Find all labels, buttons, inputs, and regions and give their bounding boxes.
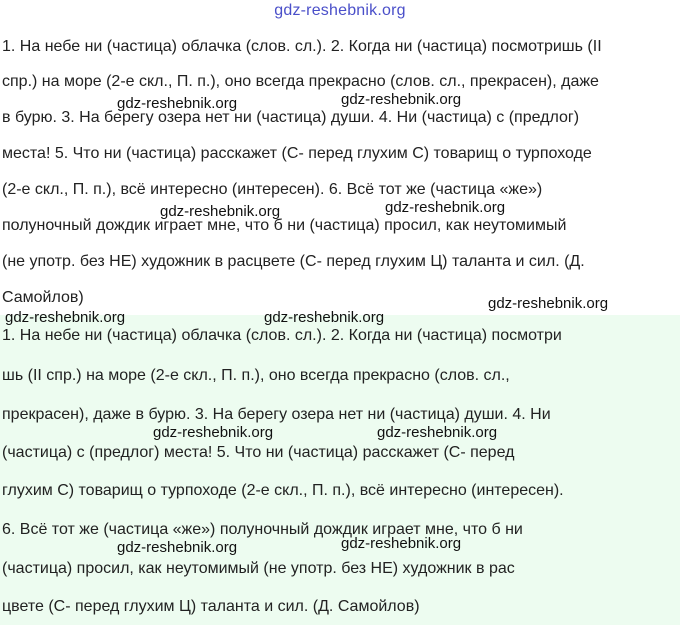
text-line: (частица) с (предлог) места! 5. Что ни (частица) расскажет (С- перед (2, 444, 515, 461)
watermark: gdz-reshebnik.org (385, 199, 506, 216)
text-line: 6. Всё тот же (частица «же») полуночный дождик играет мне, что б ни (2, 521, 523, 538)
original-text-block (0, 28, 680, 314)
text-line: глухим С) товарищ о турпоходе (2-е скл., П. п.), всё интересно (интересен). (2, 482, 564, 499)
watermark: gdz-reshebnik.org (377, 424, 498, 441)
text-line: полуночный дождик играет мне, что б ни (частица) просил, как неутомимый (2, 217, 567, 234)
text-line: (частица) просил, как неутомимый (не употр. без НЕ) художник в рас (2, 560, 515, 577)
site-header-watermark[interactable]: gdz-reshebnik.org (274, 2, 406, 19)
watermark: gdz-reshebnik.org (117, 95, 238, 112)
text-line: в бурю. 3. На берегу озера нет ни (частица) души. 4. Ни (частица) с (предлог) (2, 109, 580, 126)
text-line: прекрасен), даже в бурю. 3. На берегу озера нет ни (частица) души. 4. Ни (2, 406, 551, 423)
watermark: gdz-reshebnik.org (117, 539, 238, 556)
watermark: gdz-reshebnik.org (488, 295, 609, 312)
watermark: gdz-reshebnik.org (341, 91, 462, 108)
text-line: Самойлов) (2, 289, 84, 306)
answer-text-block (0, 309, 680, 625)
text-line: шь (II спр.) на море (2-е скл., П. п.), оно всегда прекрасно (слов. сл., (2, 367, 510, 384)
text-line: (2-е скл., П. п.), всё интересно (интересен). 6. Всё тот же (частица «же») (2, 181, 543, 198)
text-line: цвете (С- перед глухим Ц) таланта и сил. (Д. Самойлов) (2, 598, 420, 615)
text-line: спр.) на море (2-е скл., П. п.), оно всегда прекрасно (слов. сл., прекрасен), даже (2, 73, 599, 90)
watermark: gdz-reshebnik.org (160, 203, 281, 220)
text-line: 1. На небе ни (частица) облачка (слов. сл.). 2. Когда ни (частица) посмотришь (II (2, 38, 602, 55)
watermark: gdz-reshebnik.org (341, 535, 462, 552)
text-line: (не употр. без НЕ) художник в расцвете (С- перед глухим Ц) таланта и сил. (Д. (2, 253, 585, 270)
watermark: gdz-reshebnik.org (264, 309, 385, 326)
text-line: места! 5. Что ни (частица) расскажет (С- перед глухим С) товарищ о турпоходе (2, 145, 592, 162)
watermark: gdz-reshebnik.org (153, 424, 274, 441)
watermark: gdz-reshebnik.org (5, 309, 126, 326)
text-line: 1. На небе ни (частица) облачка (слов. сл.). 2. Когда ни (частица) посмотри (2, 327, 562, 344)
